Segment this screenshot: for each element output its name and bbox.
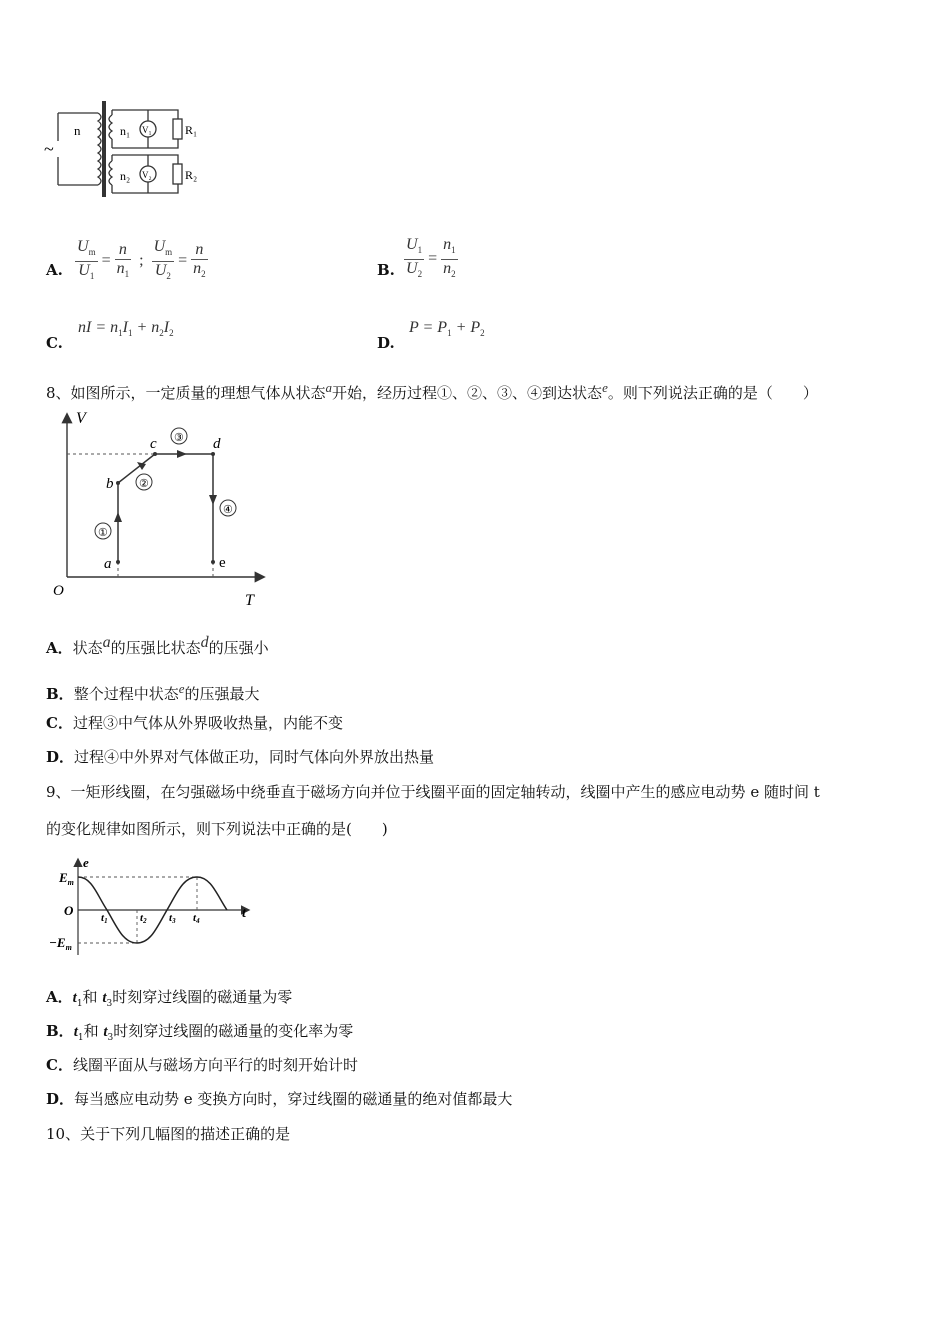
q9-y-axis-label: e (83, 855, 89, 870)
q8-stem: 8、如图所示，一定质量的理想气体从状态$^a$开始，经历过程①、②、③、④到达状态$^e$。则下列说法正确的是（ ） (46, 380, 818, 402)
q7-option-d-letter: D. (377, 334, 395, 352)
q9-stem-line2: 的变化规律如图所示，则下列说法中正确的是( ) (46, 820, 388, 838)
q8-point-a-label: a (104, 556, 112, 572)
q9-et-graph (45, 855, 260, 960)
secondary1-turns-label: n₁ (120, 124, 131, 138)
q8-option-c: C．过程③中气体从外界吸收热量，内能不变 (46, 714, 343, 732)
resistor1-label: R₁ (185, 123, 198, 137)
q8-y-axis-label: V (76, 410, 86, 427)
q9-origin-label: O (64, 903, 74, 918)
q8-point-e-label: e (219, 555, 226, 571)
q8-vt-graph (45, 405, 275, 610)
q10-stem: 10、关于下列几幅图的描述正确的是 (46, 1125, 291, 1143)
q8-origin-label: O (53, 583, 64, 599)
q9-option-a: A．$t_1$和 $t_3$时刻穿过线圈的磁通量为零 (46, 988, 293, 1009)
secondary2-turns-label: n₂ (120, 169, 131, 183)
q8-option-b: B．整个过程中状态$^e$的压强最大 (46, 681, 260, 703)
q9-option-c: C．线圈平面从与磁场方向平行的时刻开始计时 (46, 1056, 358, 1074)
q8-point-b-label: b (106, 476, 114, 492)
q7-option-b-formula: $\frac{U_1}{U_2}$ = $\frac{n_1}{n_2}$ (406, 236, 456, 279)
voltmeter1-label: V₁ (142, 125, 152, 135)
q7-option-b-letter: B. (377, 261, 395, 279)
q7-option-a-formula: $\frac{U_m}{U_1}$ = $\frac{n}{n_1}$ ; $\frac{U_m}{U_2}$ = $\frac{n}{n_2}$ (77, 238, 206, 281)
q9-tick-t4: t4 (193, 912, 200, 925)
q9-tick-t1: t1 (101, 912, 108, 925)
resistor2-label: R₂ (185, 168, 198, 182)
q8-process-3-label: ③ (174, 432, 184, 444)
q9-em-label: $E_m$ (59, 870, 74, 887)
q8-option-a: A．状态$^a$的压强比状态$^d$的压强小 (46, 634, 269, 657)
q9-neg-em-label: $-E_m$ (49, 935, 72, 952)
q8-x-axis-label: T (245, 592, 254, 609)
q8-point-c-label: c (150, 436, 157, 452)
q8-process-4-label: ④ (223, 504, 233, 516)
q8-process-1-label: ① (98, 527, 108, 539)
voltmeter2-label: V₂ (142, 170, 152, 180)
transformer-circuit-diagram (40, 95, 220, 205)
q7-option-d-formula: $P = P_1 + P_2$ (409, 319, 485, 338)
q7-option-c-letter: C. (46, 334, 63, 352)
ac-source-symbol: ~ (44, 139, 54, 159)
q9-x-axis-label: t (242, 906, 246, 921)
q9-tick-t3: t3 (169, 912, 176, 925)
q9-option-b: B．$t_1$和 $t_3$时刻穿过线圈的磁通量的变化率为零 (46, 1022, 354, 1043)
q9-option-d: D．每当感应电动势 e 变换方向时，穿过线圈的磁通量的绝对值都最大 (46, 1090, 513, 1108)
q7-option-a-letter: A. (46, 261, 63, 279)
q8-option-d: D．过程④中外界对气体做正功，同时气体向外界放出热量 (46, 748, 435, 766)
q7-option-c-formula: nI = $n_1I_1 + n_2I_2$ (78, 319, 174, 338)
q8-process-2-label: ② (139, 478, 149, 490)
q9-tick-t2: t2 (140, 912, 147, 925)
primary-turns-label: n (74, 123, 81, 138)
q8-point-d-label: d (213, 436, 221, 452)
q9-stem-line1: 9、一矩形线圈，在匀强磁场中绕垂直于磁场方向并位于线圈平面的固定轴转动，线圈中产生的感应电动势 e 随时间 t (46, 783, 820, 801)
